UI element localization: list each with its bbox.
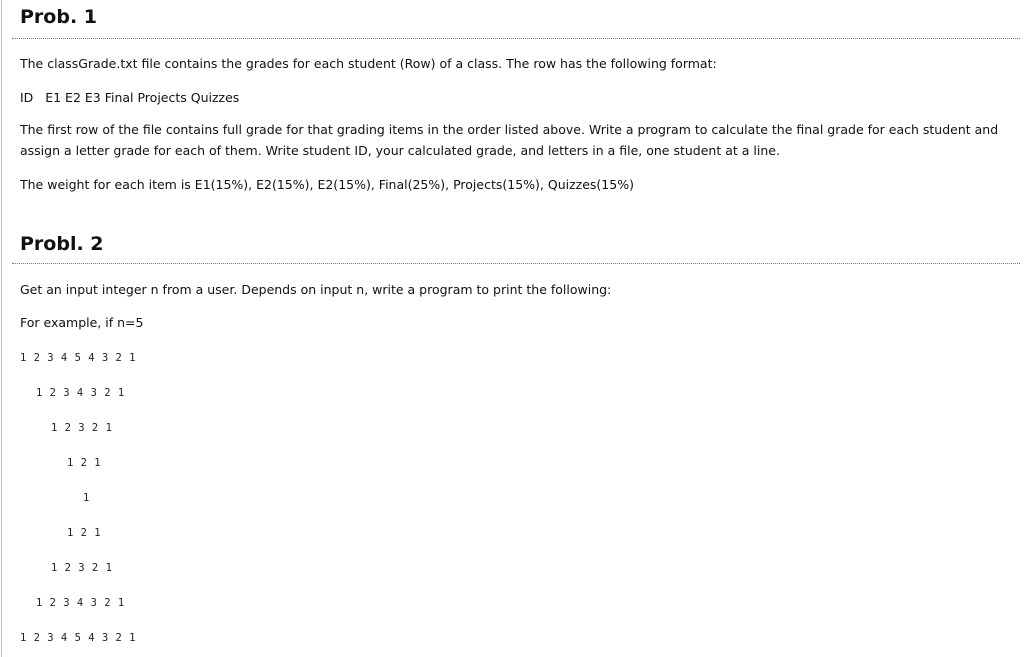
prob1-format-line: ID E1 E2 E3 Final Projects Quizzes <box>20 90 240 105</box>
prob1-intro: The classGrade.txt file contains the grades for each student (Row) of a class. The row has the following format: <box>20 56 717 71</box>
prob1-divider <box>12 38 1020 39</box>
pattern-row-8: 1 2 3 4 3 2 1 <box>36 597 125 609</box>
pattern-row-1: 1 2 3 4 5 4 3 2 1 <box>20 352 136 364</box>
pattern-row-7: 1 2 3 2 1 <box>51 562 113 574</box>
prob2-example: For example, if n=5 <box>20 315 144 330</box>
prob2-intro: Get an input integer n from a user. Depends on input n, write a program to print the following: <box>20 282 612 297</box>
prob1-weights: The weight for each item is E1(15%), E2(15%), E2(15%), Final(25%), Projects(15%), Quizzes(15%) <box>20 177 634 192</box>
prob2-heading: Probl. 2 <box>20 233 104 255</box>
pattern-row-3: 1 2 3 2 1 <box>51 422 113 434</box>
prob1-instructions: The first row of the file contains full grade for that grading items in the order listed above. Write a program to calculate the final grade for each student and assign a letter grade for each of them. Write student ID, your calculated grade, and letters in a file, one student at a line. <box>20 122 999 158</box>
pattern-row-5: 1 <box>83 492 90 504</box>
prob2-divider <box>12 263 1020 264</box>
page-left-border <box>1 0 2 657</box>
prob1-heading: Prob. 1 <box>20 6 98 28</box>
pattern-row-6: 1 2 1 <box>67 527 102 539</box>
pattern-row-4: 1 2 1 <box>67 457 102 469</box>
pattern-row-2: 1 2 3 4 3 2 1 <box>36 387 125 399</box>
pattern-row-9: 1 2 3 4 5 4 3 2 1 <box>20 632 136 644</box>
